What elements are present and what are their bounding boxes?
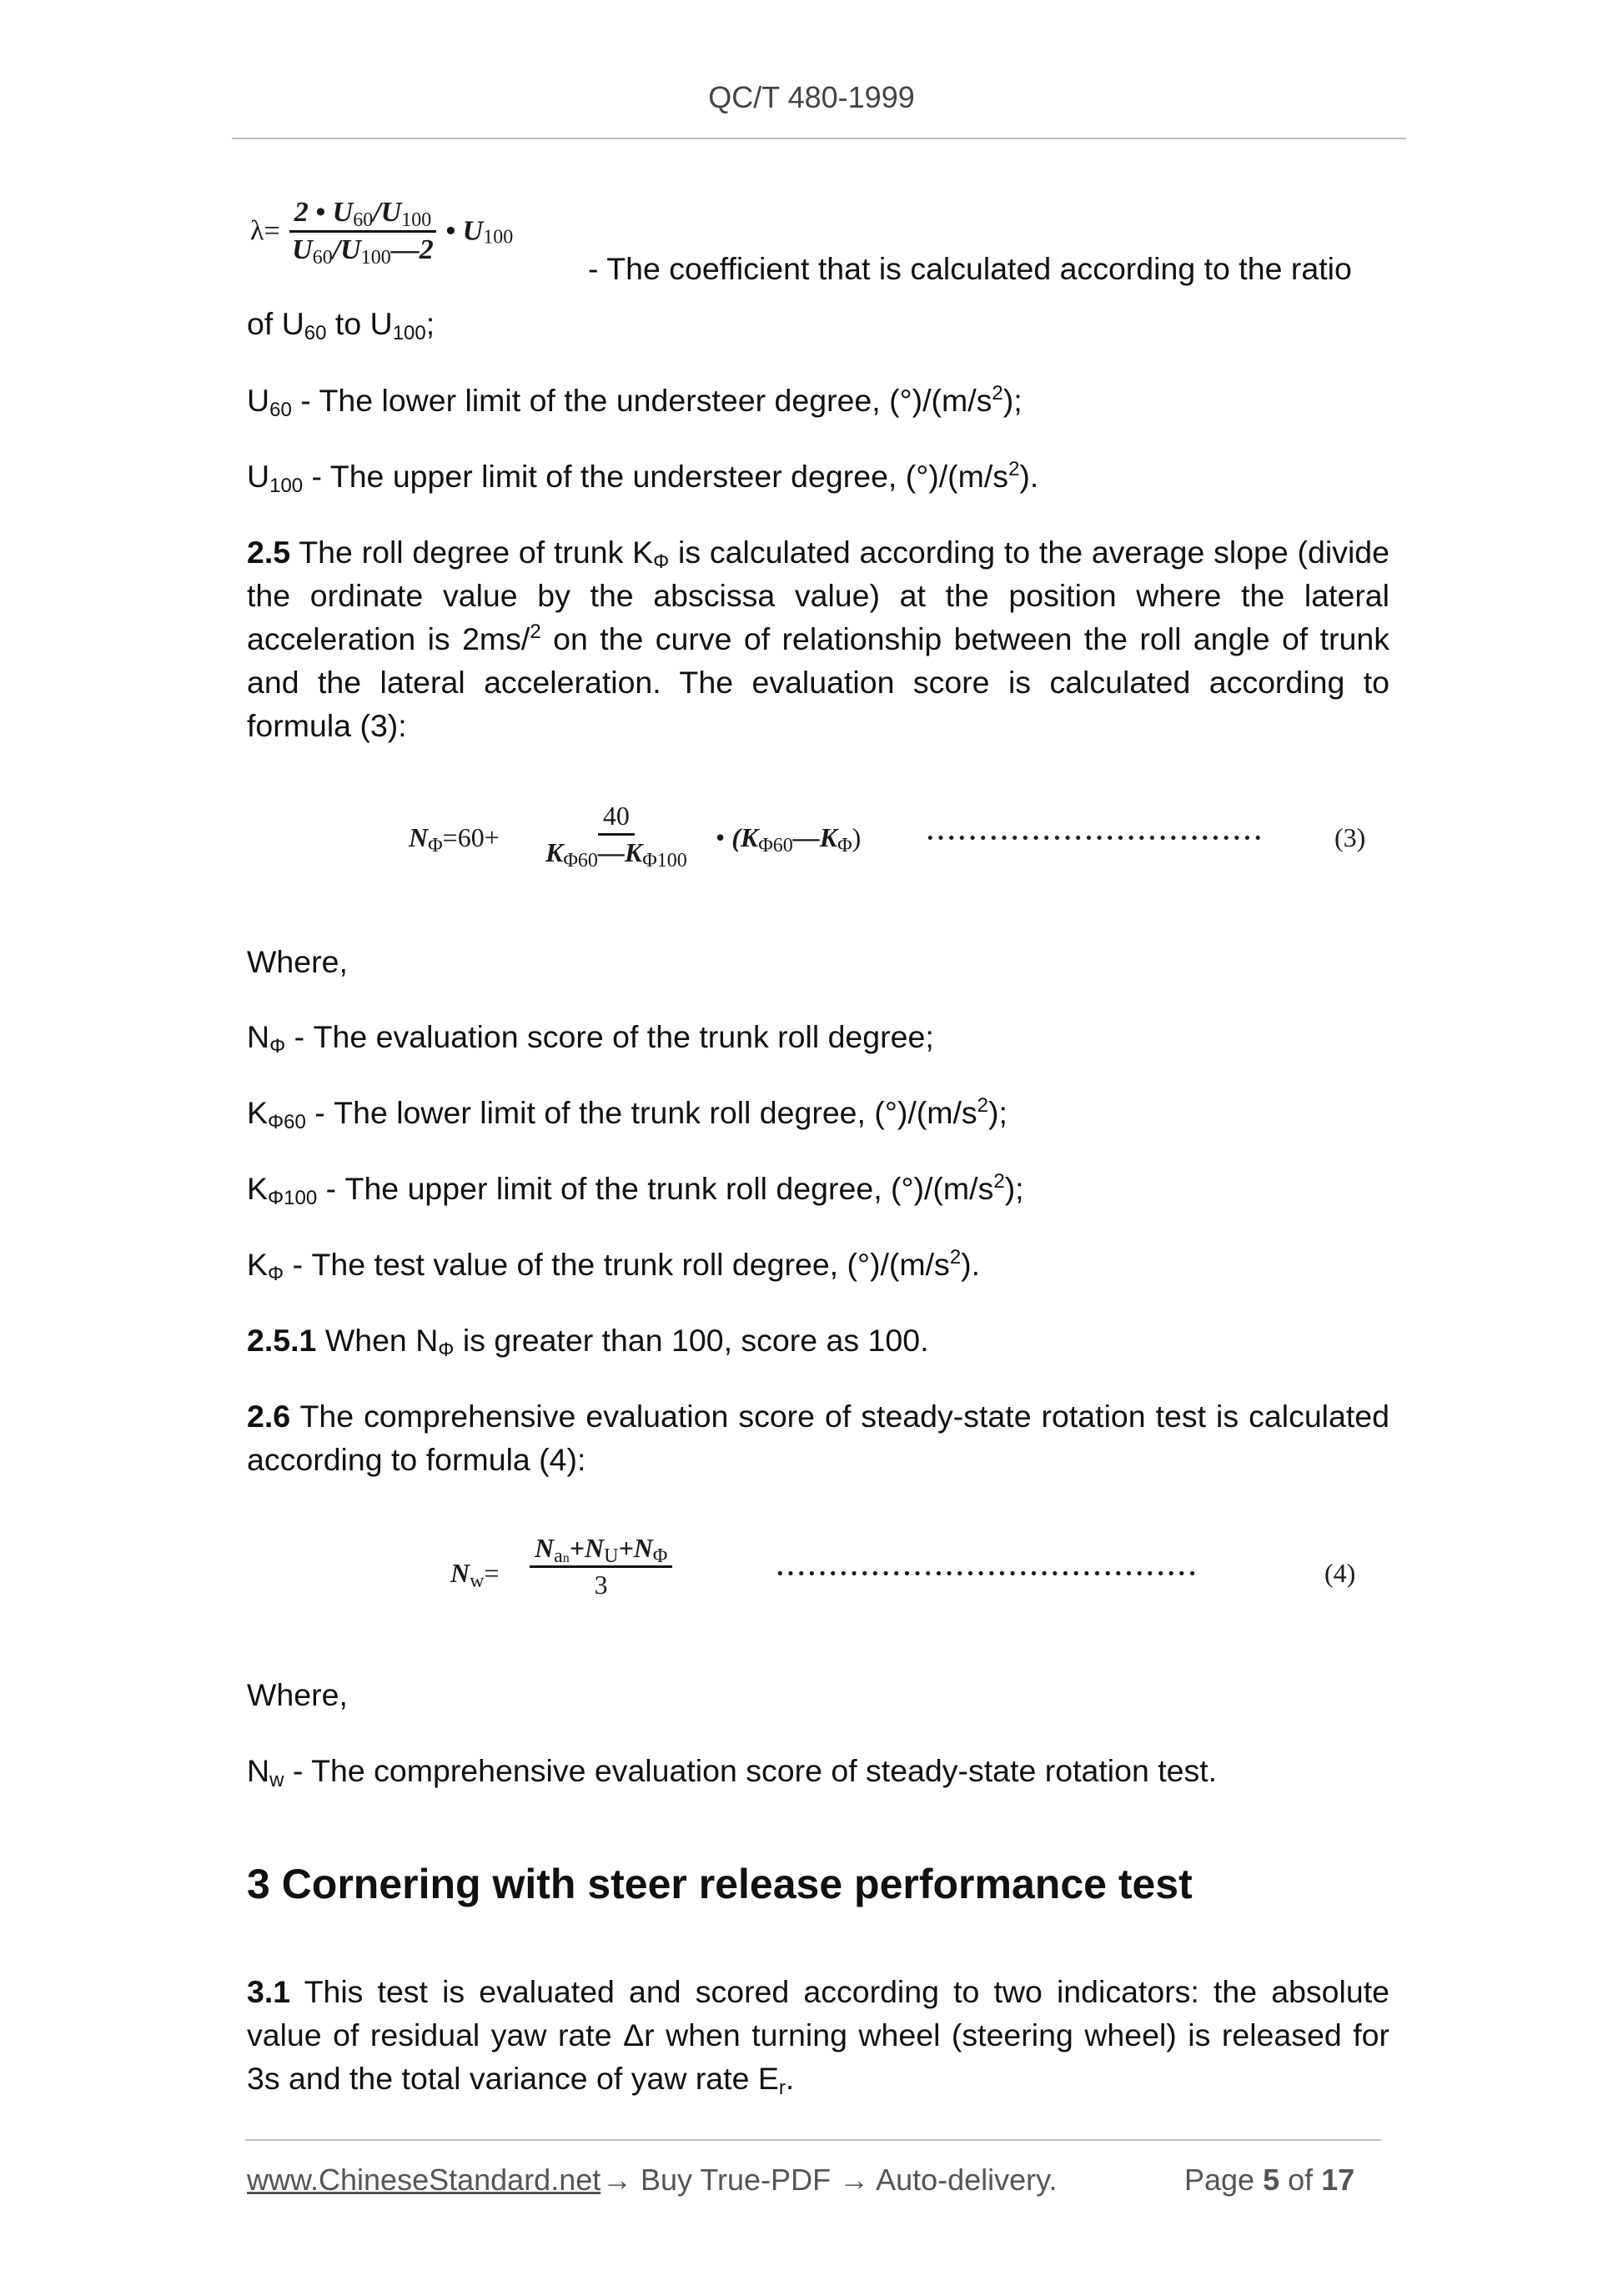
k60-sup: 2 — [977, 1094, 989, 1117]
f3-eq: =60+ — [442, 822, 500, 852]
paragraph-2-5 — [247, 530, 1389, 747]
lambda-line2-mid: to U — [326, 306, 393, 341]
u100-sym: U — [247, 459, 270, 494]
f4-num-a: N — [535, 1533, 555, 1563]
def-k-phi — [247, 1243, 1389, 1286]
para-2-6-num: 2.6 — [247, 1399, 291, 1434]
f4-leader-dots: ········································ — [776, 1558, 1198, 1588]
lambda-den-mid: /U — [332, 234, 361, 265]
f3-fraction — [540, 801, 692, 872]
header-divider — [232, 138, 1406, 139]
k60-end: ); — [988, 1095, 1007, 1130]
n-phi-sub: Φ — [269, 1035, 286, 1058]
k100-sub: Φ100 — [268, 1187, 318, 1209]
u100-sub: 100 — [269, 475, 304, 497]
footer-website-link[interactable]: www.ChineseStandard.net — [247, 2163, 601, 2197]
def-u60 — [247, 379, 1389, 422]
paragraph-2-6 — [247, 1394, 1389, 1481]
formula-lambda — [250, 197, 514, 269]
para-2-5-text1: The roll degree of trunk K — [290, 535, 654, 570]
para-2-5-text2: is calculated according to the average slope (divide the ordinate value by the abscissa value) at the position where the lateral acceleration is 2ms/ — [247, 535, 1389, 656]
n-phi-text: - The evaluation score of the trunk roll degree; — [285, 1019, 934, 1054]
f4-den: 3 — [594, 1570, 608, 1600]
lambda-line2-pre: of U — [247, 306, 304, 341]
k-phi-sub: Φ — [268, 1263, 284, 1285]
f4-num-a-subsub: n — [562, 1551, 570, 1565]
f4-eq: = — [484, 1558, 500, 1588]
k60-sub: Φ60 — [268, 1111, 306, 1133]
k100-sym: K — [247, 1171, 269, 1206]
f3-p-mid: —K — [792, 822, 838, 852]
lambda-den-sub1: 60 — [312, 247, 333, 269]
k60-sym: K — [247, 1095, 269, 1130]
k60-text: - The lower limit of the trunk roll degree, (°)/(m/s — [305, 1095, 977, 1130]
section-3-heading: 3 Cornering with steer release performance test — [247, 1861, 1193, 1907]
f4-lhs-sub: w — [470, 1570, 485, 1592]
k100-text: - The upper limit of the trunk roll degree, (°)/(m/s — [317, 1171, 994, 1206]
f4-label: (4) — [1324, 1558, 1356, 1588]
footer-page-label: Page — [1184, 2163, 1255, 2197]
footer-tagline: → Buy True-PDF → Auto-delivery. — [602, 2163, 1058, 2197]
u60-sym: U — [247, 383, 270, 418]
lambda-tail-sub: 100 — [483, 226, 514, 249]
footer-page-number: 5 — [1263, 2163, 1280, 2197]
u100-end: ). — [1019, 459, 1039, 494]
para-2-5-1-num: 2.5.1 — [247, 1323, 317, 1358]
para-2-5-1-text-b: is greater than 100, score as 100. — [454, 1323, 929, 1358]
k100-sup: 2 — [993, 1170, 1005, 1193]
f3-den-a: K — [545, 837, 564, 867]
para-2-5-sub: Φ — [653, 550, 670, 573]
k-phi-text: - The test value of the trunk roll degree, (°)/(m/s — [284, 1247, 950, 1282]
lambda-definition-line2 — [247, 302, 1389, 345]
lambda-line2-sub2: 100 — [392, 322, 426, 344]
f4-num-b-sub: U — [604, 1545, 619, 1567]
lambda-tail: • U — [445, 215, 484, 247]
lambda-num-sub1: 60 — [353, 209, 374, 231]
footer-divider — [245, 2139, 1381, 2141]
lambda-den-tail: —2 — [390, 234, 434, 265]
u100-sup: 2 — [1008, 458, 1020, 480]
para-3-1-num: 3.1 — [247, 1974, 291, 2009]
f3-p-sub1: Φ60 — [758, 835, 793, 857]
def-u100 — [247, 455, 1389, 498]
u60-sup: 2 — [992, 382, 1003, 404]
lambda-den: U — [292, 234, 313, 265]
u60-end: ); — [1002, 383, 1023, 418]
n-phi-sym: N — [247, 1019, 270, 1054]
where-label-2: Where, — [247, 1677, 348, 1712]
k-phi-sup: 2 — [949, 1246, 962, 1269]
para-3-1-text: This test is evaluated and scored according to two indicators: the absolute value of residual yaw rate Δr when turning wheel (steering wheel) is released for 3s and the total variance of yaw rate E — [247, 1974, 1389, 2096]
lambda-num: 2 • U — [294, 197, 354, 228]
k-phi-end: ). — [961, 1247, 981, 1282]
formula-lambda-lhs: λ= — [250, 215, 280, 247]
para-2-5-text3: on the curve of relationship between the roll angle of trunk and the lateral acceleration. The evaluation score is calculated according to formula (3): — [247, 621, 1389, 743]
where-label-1: Where, — [247, 944, 348, 979]
lambda-line2-post: ; — [425, 306, 435, 341]
f3-lhs: N — [409, 822, 429, 852]
para-3-1-sub: r — [778, 2077, 786, 2099]
u100-text: - The upper limit of the understeer degree, (°)/(m/s — [303, 459, 1009, 494]
k-phi-sym: K — [247, 1247, 269, 1282]
f4-num-c: +N — [618, 1533, 653, 1563]
f3-label: (3) — [1334, 822, 1366, 852]
lambda-num-sub2: 100 — [401, 209, 432, 231]
f4-fraction — [530, 1533, 672, 1600]
lambda-line2-sub1: 60 — [304, 322, 327, 344]
f4-num-c-sub: Φ — [652, 1545, 668, 1567]
footer-page-total: 17 — [1321, 2163, 1355, 2197]
nw-sub: w — [269, 1769, 284, 1791]
para-3-1-end: . — [785, 2061, 795, 2096]
def-n-phi — [247, 1015, 1389, 1058]
paragraph-3-1 — [247, 1970, 1389, 2100]
f3-paren-close: ) — [852, 822, 862, 852]
lambda-num-mid: /U — [373, 197, 402, 228]
footer-page-indicator — [1184, 2163, 1354, 2198]
f4-lhs: N — [450, 1558, 470, 1588]
u60-text: - The lower limit of the understeer degree, (°)/(m/s — [291, 383, 992, 418]
def-k-phi100 — [247, 1167, 1389, 1210]
k100-end: ); — [1004, 1171, 1024, 1206]
lambda-definition: - The coefficient that is calculated according to the ratio — [588, 251, 1352, 286]
formula-4 — [450, 1533, 1393, 1616]
lambda-den-sub2: 100 — [360, 247, 391, 269]
f4-num-a-sub: a — [554, 1545, 563, 1567]
para-2-5-sup: 2 — [530, 620, 541, 643]
def-k-phi60 — [247, 1091, 1389, 1134]
f3-den-a-sub: Φ60 — [563, 850, 598, 872]
u60-sub: 60 — [269, 399, 292, 421]
formula-lambda-fraction — [287, 197, 439, 269]
para-2-6-text: The comprehensive evaluation score of steady-state rotation test is calculated according to formula (4): — [247, 1399, 1389, 1477]
f3-den-mid: —K — [597, 837, 643, 867]
para-2-5-1-text-a: When N — [316, 1323, 439, 1358]
f3-dot: • — [716, 822, 726, 852]
f3-lhs-sub: Φ — [428, 835, 443, 857]
para-2-5-1-sub: Φ — [438, 1339, 455, 1361]
f4-num-b: +N — [569, 1533, 605, 1563]
header-title: QC/T 480-1999 — [708, 80, 915, 114]
nw-text: - The comprehensive evaluation score of steady-state rotation test. — [284, 1753, 1218, 1788]
footer-of-label: of — [1288, 2163, 1314, 2197]
f3-p-sub2: Φ — [837, 835, 852, 857]
formula-3 — [409, 801, 1393, 884]
f3-leader-dots: ································ — [926, 822, 1264, 852]
f3-den-b-sub: Φ100 — [642, 850, 687, 872]
f3-paren-open: (K — [731, 822, 759, 852]
para-2-5-num: 2.5 — [247, 535, 291, 570]
def-nw — [247, 1749, 1389, 1792]
nw-sym: N — [247, 1753, 270, 1788]
paragraph-2-5-1 — [247, 1319, 1389, 1362]
f3-num: 40 — [598, 801, 635, 836]
